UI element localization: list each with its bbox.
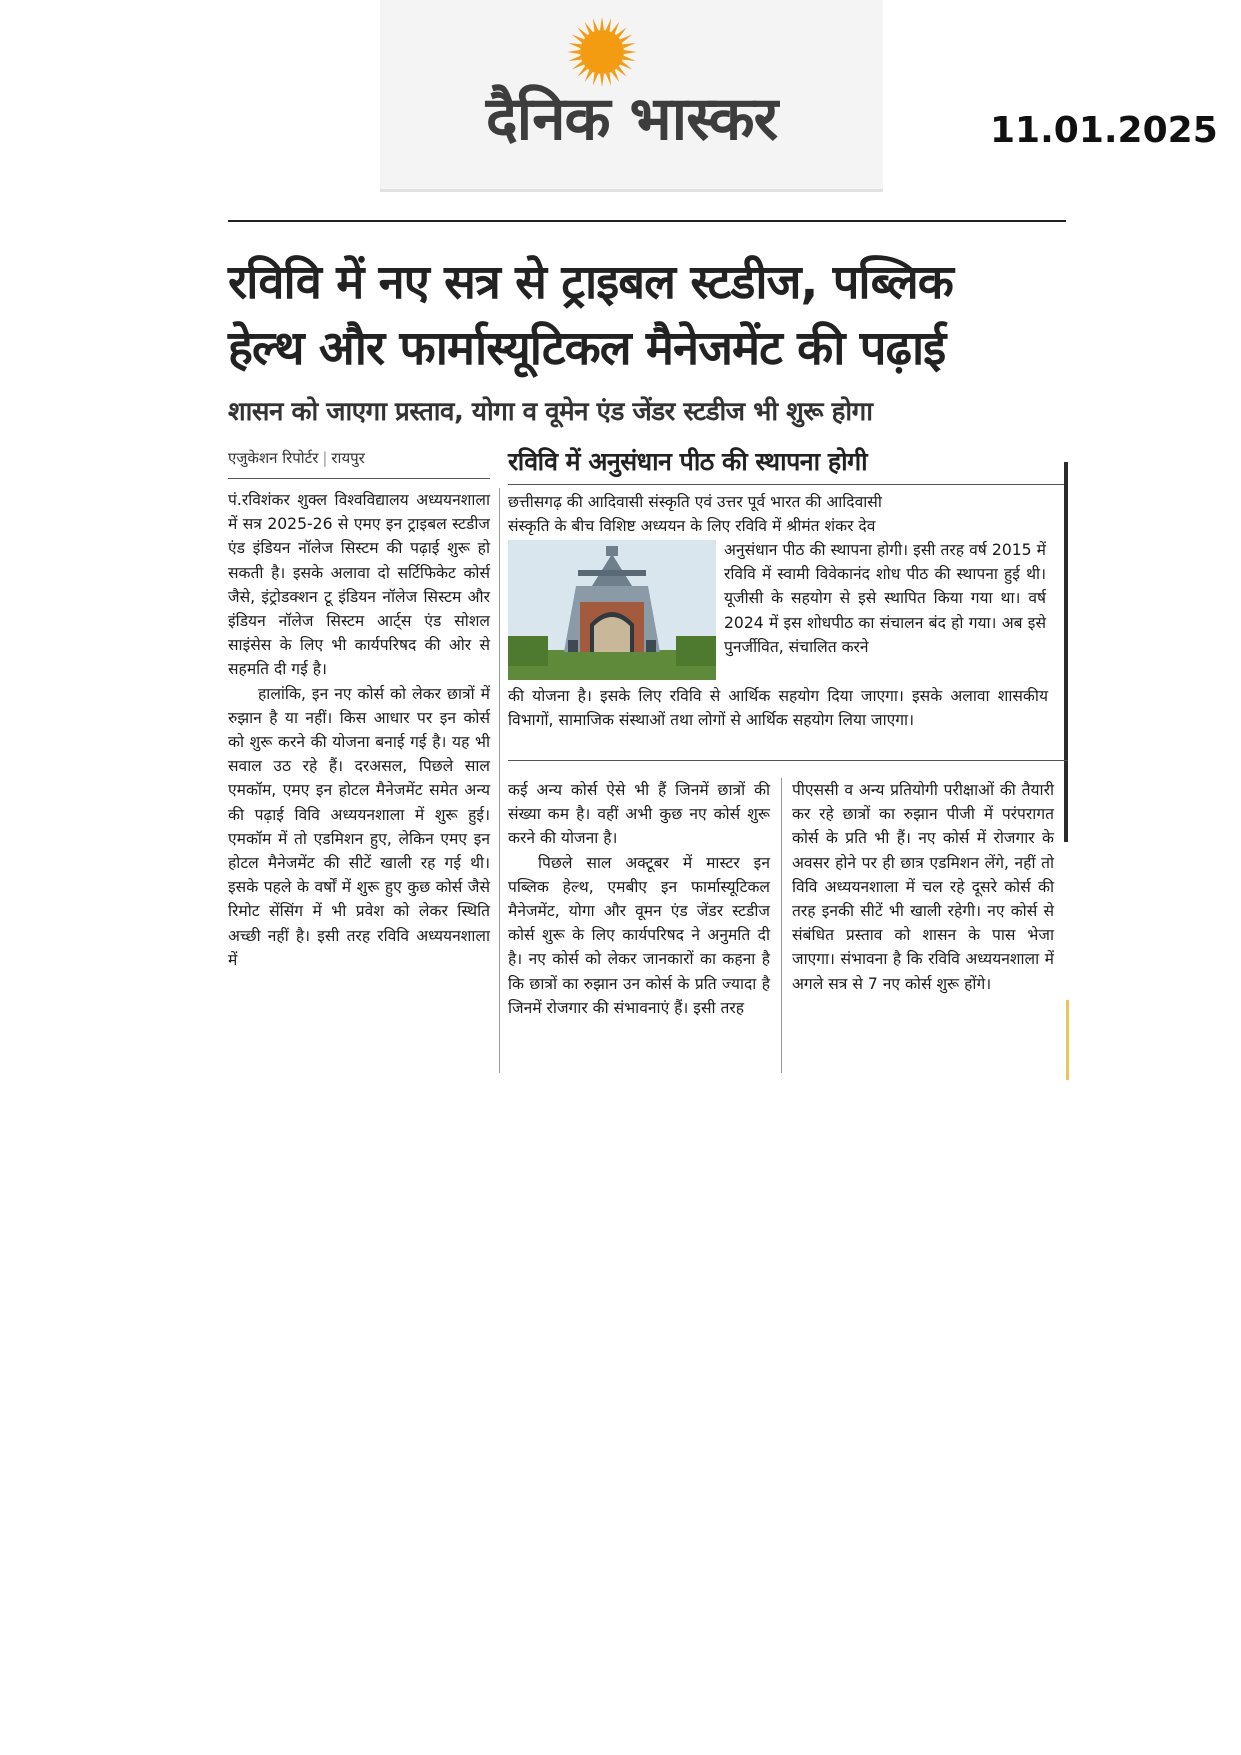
sun-ray [585, 22, 593, 34]
column-divider-1 [499, 488, 500, 1073]
article-column-3 [792, 778, 1054, 996]
sun-ray [616, 27, 627, 38]
sun-ray [624, 50, 637, 54]
sun-ray [611, 70, 619, 82]
sun-ray [572, 35, 584, 43]
byline-separator: | [322, 449, 328, 467]
sun-ray [585, 70, 593, 82]
sun-ray [606, 18, 611, 31]
sidebar-box-line-2: संस्कृति के बीच विशिष्ट अध्ययन के लिए रविवि में श्रीमंत शंकर देव [508, 517, 876, 535]
page-edge-highlight [1066, 1000, 1069, 1080]
byline-rule [228, 478, 490, 479]
masthead [380, 0, 883, 192]
sun-ray [567, 50, 580, 54]
publication-date: 11.01.2025 [990, 110, 1218, 151]
headline [228, 250, 1068, 382]
byline [228, 446, 490, 470]
column-divider-2 [781, 778, 782, 1073]
sun-ray [611, 22, 619, 34]
sun-ray [577, 66, 588, 77]
subheadline: शासन को जाएगा प्रस्ताव, योगा व वूमेन एंड जेंडर स्टडीज भी शुरू होगा [228, 397, 873, 427]
article-column-1 [228, 488, 490, 972]
col2-paragraph-1: कई अन्य कोर्स ऐसे भी हैं जिनमें छात्रों की संख्या कम है। वहीं अभी कुछ नए कोर्स शुरू करने की योजना है। [508, 781, 770, 848]
sun-ray [568, 56, 581, 61]
col1-paragraph-1: पं.रविशंकर शुक्ल विश्वविद्यालय अध्ययनशाला में सत्र 2025-26 से एमए इन ट्राइबल स्टडीज एंड इंडियन नॉलेज सिस्टम की पढ़ाई शुरू हो सकती है। इसके अलावा दो सर्टिफिकेट कोर्स जैसे, इंट्रोडक्शन टू इंडियन नॉलेज सिस्टम और इंडियन नॉलेज सिस्टम आर्ट्स एंड सोशल साइंसेस के लिए भी कार्यपरिषद की ओर से सहमति दी गई है। [228, 491, 490, 679]
sidebar-box-edge [1064, 462, 1068, 842]
sun-ray [623, 56, 636, 61]
byline-city: रायपुर [331, 449, 365, 467]
sun-ray [623, 43, 636, 48]
col2-paragraph-2: पिछले साल अक्टूबर में मास्टर इन पब्लिक हेल्थ, एमबीए इन फार्मास्यूटिकल मैनेजमेंट, योगा और वूमन एंड जेंडर स्टडीज कोर्स शुरू के लिए कार्यपरिषद ने अनुमति दी है। नए कोर्स को लेकर जानकारों का कहना है कि छात्रों का रुझान उन कोर्स के प्रति ज्यादा है जिनमें रोजगार की संभावनाएं हैं। इसी तरह [508, 853, 770, 1017]
sun-logo-icon [566, 16, 638, 88]
masthead-border [380, 189, 883, 192]
sun-ray [620, 35, 632, 43]
sidebar-box-right-text: अनुसंधान पीठ की स्थापना होगी। इसी तरह वर्ष 2015 में रविवि में स्वामी विवेकानंद शोध पीठ की स्थापना हुई थी। यूजीसी के सहयोग से इसे स्थापित किया गया था। वर्ष 2024 में इस शोधपीठ का संचालन बंद हो गया। अब इसे पुनर्जीवित, संचालित करने [724, 541, 1046, 656]
sidebar-box-line-1: छत्तीसगढ़ की आदिवासी संस्कृति एवं उत्तर पूर्व भारत की आदिवासी [508, 493, 882, 511]
university-gate-photo [508, 540, 716, 680]
sidebar-box-bottom-rule [508, 760, 1068, 761]
newspaper-logo: दैनिक भास्कर [485, 84, 778, 154]
top-rule [228, 220, 1066, 222]
col3-paragraph-1: पीएससी व अन्य प्रतियोगी परीक्षाओं की तैयारी कर रहे छात्रों का रुझान पीजी में परंपरागत कोर्स के प्रति भी हैं। नए कोर्स में रोजगार के अवसर होने पर ही छात्र एडमिशन लेंगे, नहीं तो विवि अध्ययनशाला में चल रहे दूसरे कोर्स की तरह इनकी सीटें भी खाली रहेगी। नए कोर्स से संबंधित प्रस्ताव को शासन के पास भेजा जाएगा। संभावना है कि रविवि अध्ययनशाला में अगले सत्र से 7 नए कोर्स शुरू होंगे। [792, 781, 1054, 993]
sun-ray [572, 61, 584, 69]
sun-ray [593, 18, 598, 31]
article-column-2 [508, 778, 770, 1020]
sun-ray [620, 61, 632, 69]
headline-line-2: हेल्थ और फार्मास्यूटिकल मैनेजमेंट की पढ़ाई [228, 321, 946, 376]
sidebar-box-title: रविवि में अनुसंधान पीठ की स्थापना होगी [508, 447, 868, 476]
sun-ray [616, 66, 627, 77]
sidebar-box-bottom-text: की योजना है। इसके लिए रविवि से आर्थिक सहयोग दिया जाएगा। इसके अलावा शासकीय विभागों, सामाजिक संस्थाओं तथा लोगों से आर्थिक सहयोग लिया जाएगा। [508, 687, 1048, 730]
sun-ray [600, 17, 604, 30]
sidebar-box-rule [508, 484, 1068, 485]
byline-reporter: एजुकेशन रिपोर्टर [228, 449, 319, 467]
sun-ray [577, 27, 588, 38]
sun-ray [568, 43, 581, 48]
col1-paragraph-2: हालांकि, इन नए कोर्स को लेकर छात्रों में रुझान है या नहीं। किस आधार पर इन कोर्स को शुरू करने की योजना बनाई गई है। यह भी सवाल उठ रहे हैं। दरअसल, पिछले साल एमकॉम, एमए इन होटल मैनेजमेंट समेत अन्य की पढ़ाई विवि अध्ययनशाला में शुरू हुई। एमकॉम में तो एडमिशन हुए, लेकिन एमए इन होटल मैनेजमेंट की सीटें खाली रह गई थी। इसके पहले के वर्षों में शुरू हुए कुछ कोर्स जैसे रिमोट सेंसिंग में भी प्रवेश को लेकर स्थिति अच्छी नहीं है। इसी तरह रविवि अध्ययनशाला में [228, 684, 490, 969]
headline-line-1: रविवि में नए सत्र से ट्राइबल स्टडीज, पब्लिक [228, 255, 953, 310]
